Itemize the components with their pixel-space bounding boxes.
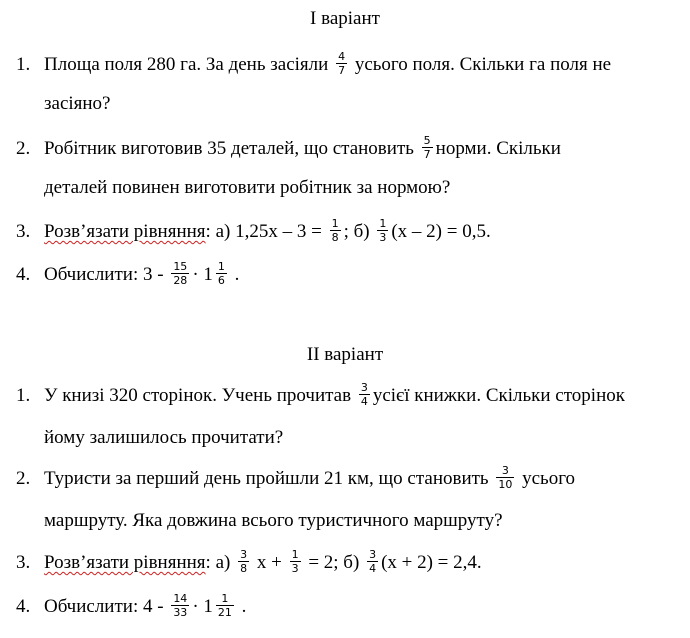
v2-task-4-fraction-1 [171,592,189,619]
fraction-denominator: 21 [217,606,232,619]
v1-task-4-fraction-1 [171,260,189,287]
v1-task-4-text-b: · 1 [192,263,213,285]
v2-task-2-text-b: усього [517,467,576,489]
v1-task-2-text-b: норми. Скільки [435,137,561,159]
v1-task-2-line-2: деталей повинен виготовити робітник за нормою? [44,177,451,198]
v1-task-3-text-b: ; б) [343,220,375,242]
v2-task-3-text-c: = 2; б) [303,551,365,573]
v2-task-4-number: 4. [16,595,31,617]
v2-task-1-fraction [359,381,370,408]
v1-task-2-text-a: Робітник виготовив 35 деталей, що становить [44,137,419,159]
fraction-numerator: 1 [379,217,387,230]
v2-task-2-text-a: Туристи за перший день пройшли 21 км, що становить [44,467,494,489]
fraction-numerator: 5 [423,134,431,147]
v2-task-3-text-d: (х + 2) = 2,4. [381,551,482,573]
v2-task-4-fraction-2 [216,592,234,619]
v1-task-3-line [16,219,491,246]
v1-task-3-text-a: : а) 1,25х – 3 = [205,220,327,242]
variant-1-title: І варіант [310,8,380,29]
v1-task-3-fraction-1 [330,217,341,244]
fraction-numerator: 1 [331,217,339,230]
v2-task-1-text-a: У книзі 320 сторінок. Учень прочитав [44,384,356,406]
fraction-denominator: 4 [360,395,368,408]
v2-task-3-label: Розв’язати рівняння [44,551,206,573]
v1-task-1-text-a: Площа поля 280 га. За день засіяли [44,53,334,75]
v1-task-4-line [16,262,239,289]
v1-task-3-number: 3. [16,220,31,242]
fraction-denominator: 33 [173,606,188,619]
v1-task-3-fraction-2 [377,217,388,244]
fraction-denominator: 8 [240,562,248,575]
fraction-numerator: 3 [496,464,514,478]
v1-task-4-text-c: . [229,263,240,285]
v2-task-2-line-2: маршруту. Яка довжина всього туристичного маршруту? [44,510,503,531]
fraction-numerator: 14 [173,592,188,605]
v2-task-1-line-2: йому залишилось прочитати? [44,427,284,448]
v2-task-3-line [16,550,482,577]
v2-task-3-text-b: х + [252,551,287,573]
fraction-numerator: 1 [216,592,234,606]
fraction-denominator: 28 [173,274,188,287]
v1-task-1-line-2: засіяно? [44,93,111,114]
v1-task-1-fraction [336,50,347,77]
fraction-denominator: 8 [331,231,339,244]
v1-task-2-line-1 [16,136,561,163]
v2-task-3-fraction-2 [290,548,301,575]
v2-task-4-line [16,594,246,621]
v1-task-4-number: 4. [16,263,31,285]
v1-task-2-fraction [422,134,433,161]
fraction-denominator: 3 [379,231,387,244]
variant-2-title: ІІ варіант [306,344,384,365]
v2-task-4-text-a: Обчислити: 4 - [44,595,169,617]
fraction-denominator: 7 [338,64,346,77]
v2-task-1-line-1 [16,383,625,410]
v1-task-4-text-a: Обчислити: 3 - [44,263,169,285]
v1-task-1-number: 1. [16,53,31,75]
v2-task-3-fraction-1 [238,548,249,575]
fraction-numerator: 1 [217,260,225,273]
fraction-numerator: 3 [240,548,248,561]
v2-task-3-fraction-3 [367,548,378,575]
fraction-denominator: 4 [369,562,377,575]
v1-task-1-line-1 [16,52,611,79]
v2-task-3-number: 3. [16,551,31,573]
v1-task-2-number: 2. [16,137,31,159]
v1-task-4-fraction-2 [216,260,227,287]
fraction-numerator: 15 [173,260,188,273]
v1-task-3-label: Розв’язати рівняння [44,220,206,242]
v2-task-2-line-1 [16,466,575,493]
fraction-numerator: 1 [291,548,299,561]
v2-task-4-text-b: · 1 [192,595,213,617]
fraction-numerator: 3 [360,381,368,394]
fraction-numerator: 4 [338,50,346,63]
v2-task-1-text-b: усієї книжки. Скільки сторінок [372,384,625,406]
fraction-denominator: 6 [217,274,225,287]
v2-task-2-number: 2. [16,467,31,489]
fraction-numerator: 3 [369,548,377,561]
fraction-denominator: 7 [423,148,431,161]
v2-task-3-text-a: : а) [205,551,236,573]
fraction-denominator: 10 [498,478,513,491]
v2-task-4-text-c: . [236,595,247,617]
v1-task-1-text-b: усього поля. Скільки га поля не [350,53,612,75]
v1-task-3-text-c: (х – 2) = 0,5. [391,220,491,242]
v2-task-2-fraction [496,464,514,491]
v2-task-1-number: 1. [16,384,31,406]
fraction-denominator: 3 [291,562,299,575]
